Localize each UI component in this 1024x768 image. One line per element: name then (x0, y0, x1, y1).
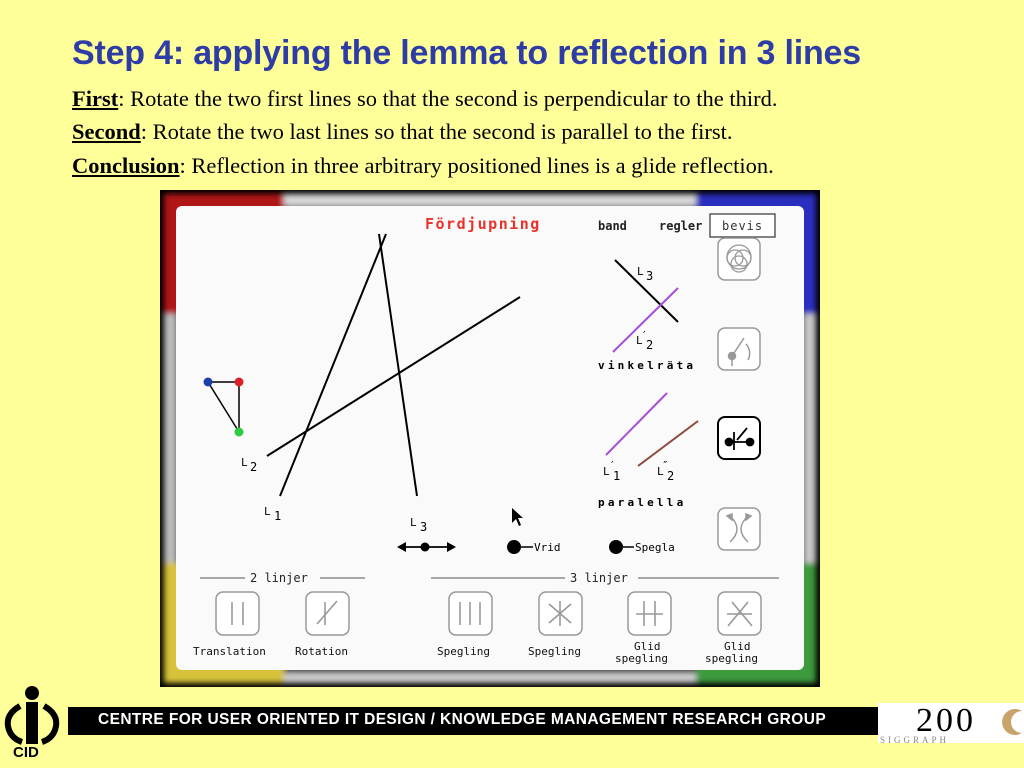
app-title: Fördjupning (425, 215, 541, 233)
par-l2-mark: ″ (662, 459, 669, 472)
conclusion-label: Conclusion (72, 153, 180, 178)
perp-l2-sub: 2 (646, 338, 654, 352)
label-l1-sub: 1 (274, 509, 282, 523)
first-label: First (72, 86, 119, 111)
translate-handle-icon[interactable] (397, 542, 456, 552)
step-second (72, 119, 733, 145)
par-caption: paralella (598, 496, 687, 509)
par-l2: L (657, 465, 664, 478)
glid-label-1: Glid (634, 640, 661, 653)
glid-label-2: Glid (724, 640, 751, 653)
conclusion-text: : Reflection in three arbitrary positioned lines is a glide reflection. (179, 153, 774, 178)
spegling-label-2: Spegling (528, 645, 581, 658)
label-l3: L (410, 516, 417, 529)
nav-bevis[interactable]: bevis (722, 219, 764, 233)
spegling-label-1: Spegling (437, 645, 490, 658)
par-l1-sub: 1 (613, 469, 621, 483)
par-l2-sub: 2 (667, 469, 675, 483)
spegling-label-3: spegling (615, 652, 668, 665)
app-screenshot (160, 190, 820, 687)
step-first (72, 86, 777, 112)
perp-l3: L (637, 265, 644, 278)
slide-title: Step 4: applying the lemma to reflection in 3 lines (72, 34, 861, 72)
glide-proof-button[interactable] (718, 417, 760, 459)
vrid-icon (507, 540, 521, 554)
footer-text: CENTRE FOR USER ORIENTED IT DESIGN / KNOWLEDGE MANAGEMENT RESEARCH GROUP (98, 711, 827, 728)
label-l3-sub: 3 (420, 520, 428, 534)
red-point (235, 378, 244, 387)
spegla-icon (609, 540, 623, 554)
moon-icon (995, 707, 1024, 737)
siggraph-year: 200 (916, 702, 976, 739)
nav-band[interactable]: band (598, 219, 627, 233)
siggraph-sub: SIGGRAPH (880, 735, 950, 745)
green-point (235, 428, 244, 437)
rotation-label: Rotation (295, 645, 348, 658)
spegla-label: Spegla (635, 541, 675, 554)
label-l1: L (264, 505, 271, 518)
par-l1: L (603, 465, 610, 478)
step-conclusion (72, 153, 774, 179)
nav-regler[interactable]: regler (659, 219, 703, 233)
perp-l2-mark: ′ (641, 329, 648, 342)
perp-l3-sub: 3 (646, 269, 654, 283)
label-l2: L (241, 456, 248, 469)
vrid-label: Vrid (534, 541, 561, 554)
spegla-tool[interactable] (609, 540, 675, 554)
circles-button[interactable] (718, 238, 760, 280)
first-text: : Rotate the two first lines so that the second is perpendicular to the third. (118, 86, 778, 111)
blue-point (204, 378, 213, 387)
perp-caption: vinkelräta (598, 359, 697, 372)
section-three-lines: 3 linjer (570, 571, 628, 585)
second-label: Second (72, 119, 141, 144)
par-l1-mark: ′ (609, 459, 616, 472)
perp-l2: L (636, 334, 643, 347)
rotation-proof-button[interactable] (718, 328, 760, 370)
translation-label: Translation (193, 645, 266, 658)
label-l2-sub: 2 (250, 460, 258, 474)
reflection-proof-button[interactable] (718, 508, 760, 550)
vrid-tool[interactable] (507, 540, 561, 554)
second-text: : Rotate the two last lines so that the second is parallel to the first. (140, 119, 733, 144)
spegling-label-4: spegling (705, 652, 758, 665)
cid-label: CID (13, 744, 39, 761)
section-two-lines: 2 linjer (250, 571, 308, 585)
